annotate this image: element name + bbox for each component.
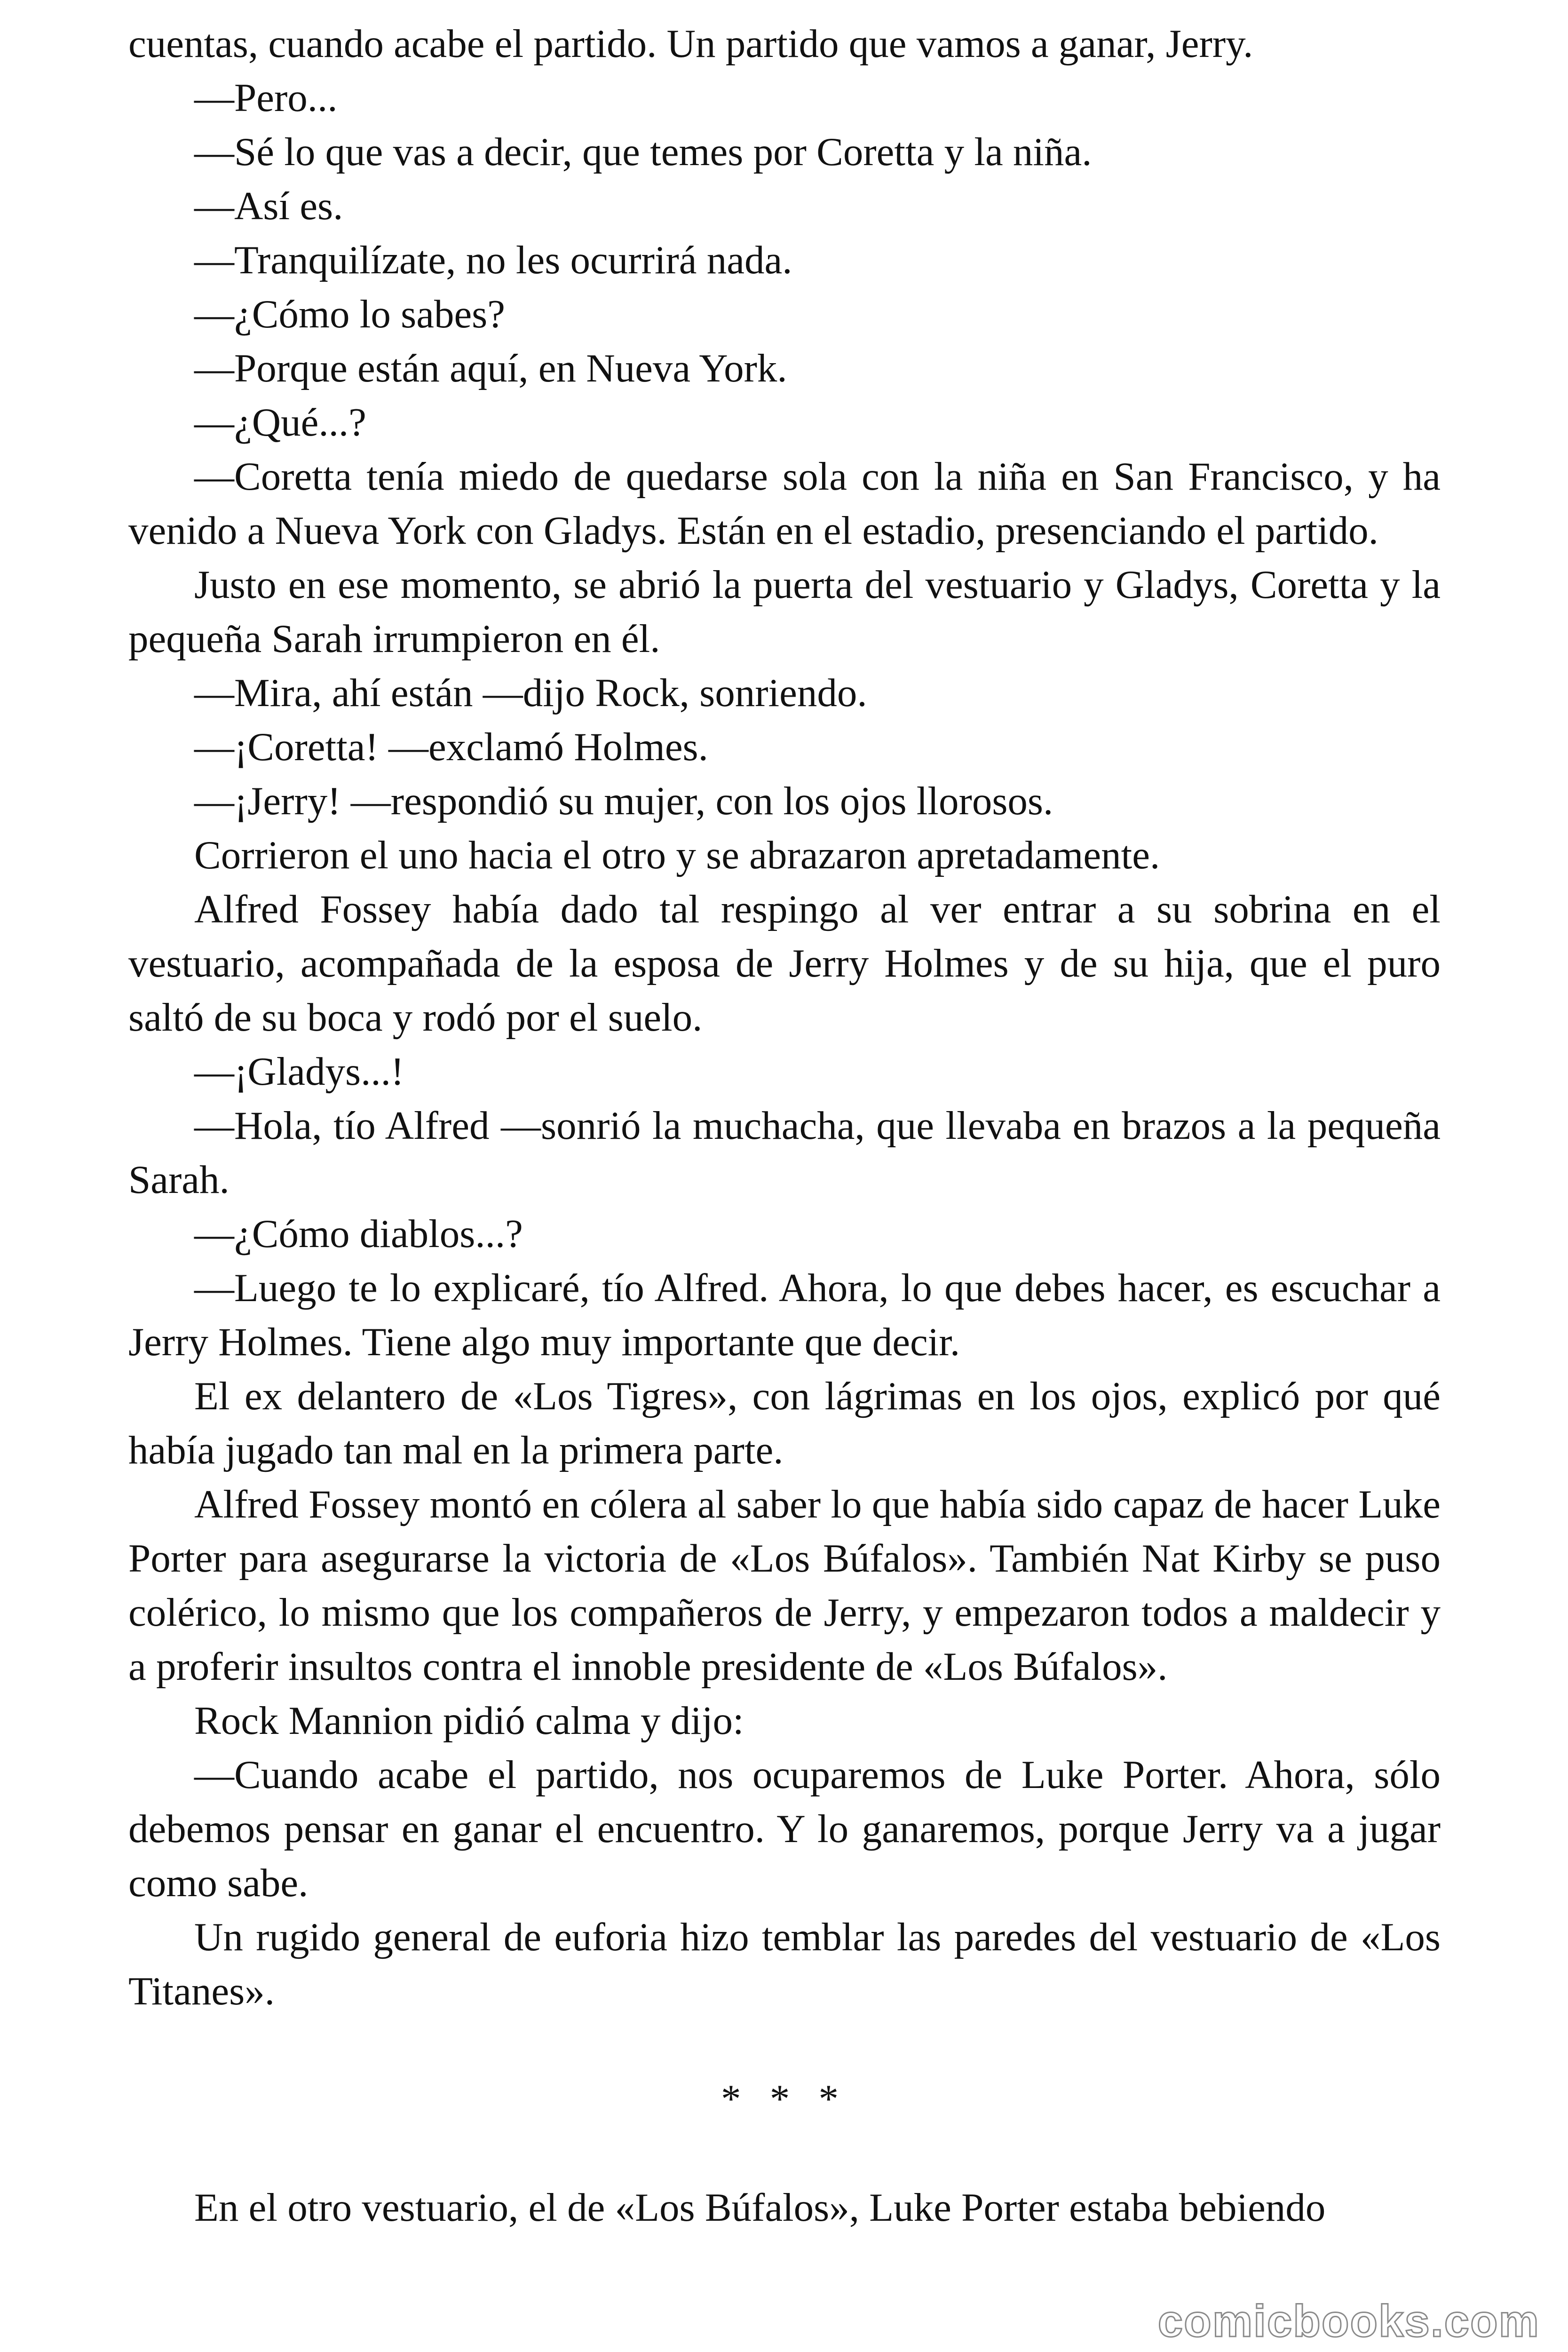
paragraph: Rock Mannion pidió calma y dijo: [194,1699,744,1743]
section-separator: * * * [721,2077,848,2121]
paragraph: —¡Jerry! —respondió su mujer, con los ojos llorosos. [194,779,1053,823]
paragraph: cuentas, cuando acabe el partido. Un partido que vamos a ganar, Jerry. [128,22,1253,66]
paragraph: El ex delantero de «Los Tigres», con lágrimas en los ojos, explicó por qué había jugado tan mal en la primera parte. [128,1374,1441,1472]
paragraph: —Hola, tío Alfred —sonrió la muchacha, que llevaba en brazos a la pequeña Sarah. [128,1104,1441,1202]
paragraph: —Cuando acabe el partido, nos ocuparemos de Luke Porter. Ahora, sólo debemos pensar en ganar el encuentro. Y lo ganaremos, porque Jerry va a jugar como sabe. [128,1753,1441,1905]
paragraph: Alfred Fossey había dado tal respingo al ver entrar a su sobrina en el vestuario, acompañada de la esposa de Jerry Holmes y de su hija, que el puro saltó de su boca y rodó por el suelo. [128,887,1441,1040]
page-body-text [128,17,1441,2235]
paragraph: —Así es. [194,184,343,228]
paragraph: Un rugido general de euforia hizo temblar las paredes del vestuario de «Los Titanes». [128,1915,1441,2013]
paragraph: —Sé lo que vas a decir, que temes por Coretta y la niña. [194,130,1092,174]
paragraph: —¿Cómo lo sabes? [194,292,505,336]
paragraph: —¿Cómo diablos...? [194,1212,523,1256]
paragraph: —Porque están aquí, en Nueva York. [194,346,787,390]
paragraph: —Tranquilízate, no les ocurrirá nada. [194,238,792,282]
watermark: comicbooks.com [1157,2296,1540,2346]
paragraph: —Coretta tenía miedo de quedarse sola con la niña en San Francisco, y ha venido a Nueva York con Gladys. Están en el estadio, presenciando el partido. [128,454,1441,553]
paragraph: Corrieron el uno hacia el otro y se abrazaron apretadamente. [194,833,1160,877]
paragraph: —¡Coretta! —exclamó Holmes. [194,725,708,769]
paragraph: En el otro vestuario, el de «Los Búfalos», Luke Porter estaba bebiendo [194,2185,1326,2230]
paragraph: —¡Gladys...! [194,1049,404,1094]
paragraph: —¿Qué...? [194,400,366,445]
paragraph: —Pero... [194,76,338,120]
paragraph: Justo en ese momento, se abrió la puerta del vestuario y Gladys, Coretta y la pequeña Sarah irrumpieron en él. [128,563,1441,661]
paragraph: —Luego te lo explicaré, tío Alfred. Ahora, lo que debes hacer, es escuchar a Jerry Holmes. Tiene algo muy importante que decir. [128,1266,1441,1364]
paragraph: Alfred Fossey montó en cólera al saber lo que había sido capaz de hacer Luke Porter para asegurarse la victoria de «Los Búfalos». También Nat Kirby se puso colérico, lo mismo que los compañeros de Jerry, y empezaron todos a maldecir y a proferir insultos contra el innoble presidente de «Los Búfalos». [128,1482,1441,1689]
paragraph: —Mira, ahí están —dijo Rock, sonriendo. [194,671,867,715]
